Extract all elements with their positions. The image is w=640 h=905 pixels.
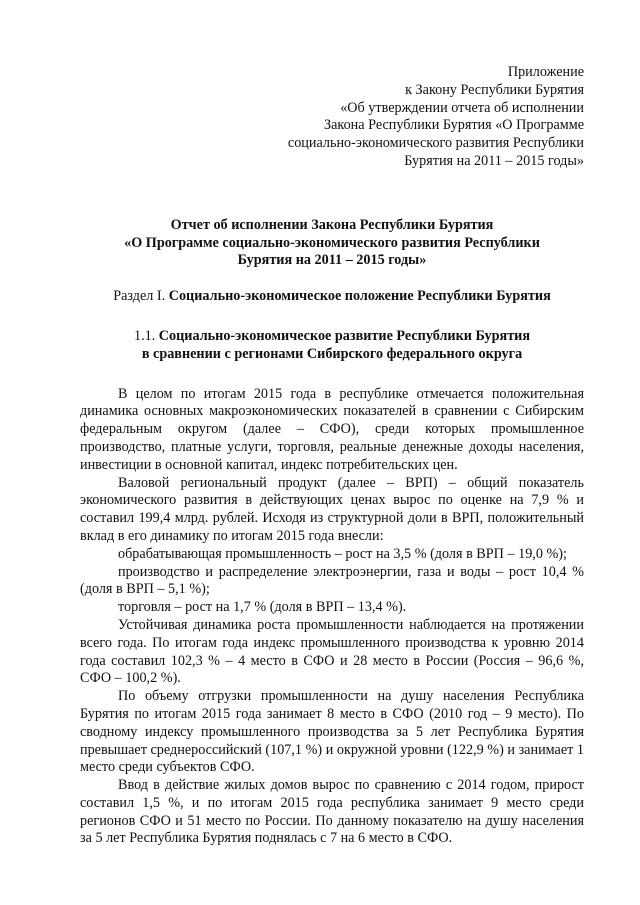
section-heading: [80, 288, 584, 306]
paragraph: По объему отгрузки промышленности на душу населения Республика Бурятия по итогам 2015 года занимает 8 место в СФО (2010 год – 9 место). По сводному индексу промышленного производства за 5 лет Республика Бурятия превышает среднероссийский (107,1 %) и окружной уровни (122,9 %) и занимает 1 место среди субъектов СФО.: [80, 688, 584, 776]
appendix-line: Приложение: [507, 64, 584, 80]
title-line: Отчет об исполнении Закона Республики Бурятия: [170, 216, 494, 233]
title-line: Бурятия на 2011 – 2015 годы»: [237, 252, 427, 269]
list-item: обрабатывающая промышленность – рост на 3,5 % (доля в ВРП – 19,0 %);: [118, 545, 567, 562]
document-body: [80, 386, 584, 849]
appendix-line: «Об утверждении отчета об исполнении: [340, 99, 584, 116]
subsection-title-line1: Социально-экономическое развитие Республики Бурятия: [158, 327, 531, 344]
appendix-line: социально-экономического развития Республики: [287, 135, 584, 152]
appendix-line: Закона Республики Бурятия «О Программе: [324, 117, 584, 134]
paragraph: Устойчивая динамика роста промышленности наблюдается на протяжении всего года. По итогам года индекс промышленного производства к уровню 2014 года составил 102,3 % – 4 место в СФО и 28 место в России (Россия – 96,6 %, СФО – 100,2 %).: [80, 616, 584, 687]
list-item: производство и распределение электроэнергии, газа и воды – рост 10,4 % (доля в ВРП – 5,1 %);: [80, 563, 584, 598]
list-item: торговля – рост на 1,7 % (доля в ВРП – 13,4 %).: [118, 599, 407, 616]
title-line: «О Программе социально-экономического развития Республики: [124, 234, 540, 251]
paragraph: Валовой региональный продукт (далее – ВРП) – общий показатель экономического развития в действующих ценах вырос по оценке на 7,9 % и составил 199,4 млрд. рублей. Исходя из структурной доли в ВРП, положительный вклад в его динамику по итогам 2015 года внесли:: [80, 474, 584, 544]
appendix-header: [80, 64, 584, 171]
paragraph: В целом по итогам 2015 года в республике отмечается положительная динамика основных макроэкономических показателей в сравнении с Сибирским федеральным округом (далее – СФО), среди которых промышленное производство, платные услуги, торговля, реальные денежные доходы населения, инвестиции в основной капитал, индекс потребительских цен.: [80, 385, 584, 473]
subsection-title-line2: в сравнении с регионами Сибирского федерального округа: [141, 345, 523, 362]
section-prefix: Раздел I.: [113, 288, 169, 305]
paragraph: Ввод в действие жилых домов вырос по сравнению с 2014 годом, прирост составил 1,5 %, и по итогам 2015 года республика занимает 9 место среди регионов СФО и 51 место по России. По данному показателю на душу населения за 5 лет Республика Бурятия поднялась с 7 на 6 место в СФО.: [80, 777, 584, 847]
subsection-number: 1.1.: [133, 327, 159, 344]
document-title: [80, 217, 584, 270]
subsection-heading: [80, 328, 584, 364]
section-name: Социально-экономическое положение Республики Бурятия: [168, 288, 551, 305]
appendix-line: Бурятия на 2011 – 2015 годы»: [404, 152, 584, 169]
appendix-line: к Закону Республики Бурятия: [405, 81, 584, 98]
